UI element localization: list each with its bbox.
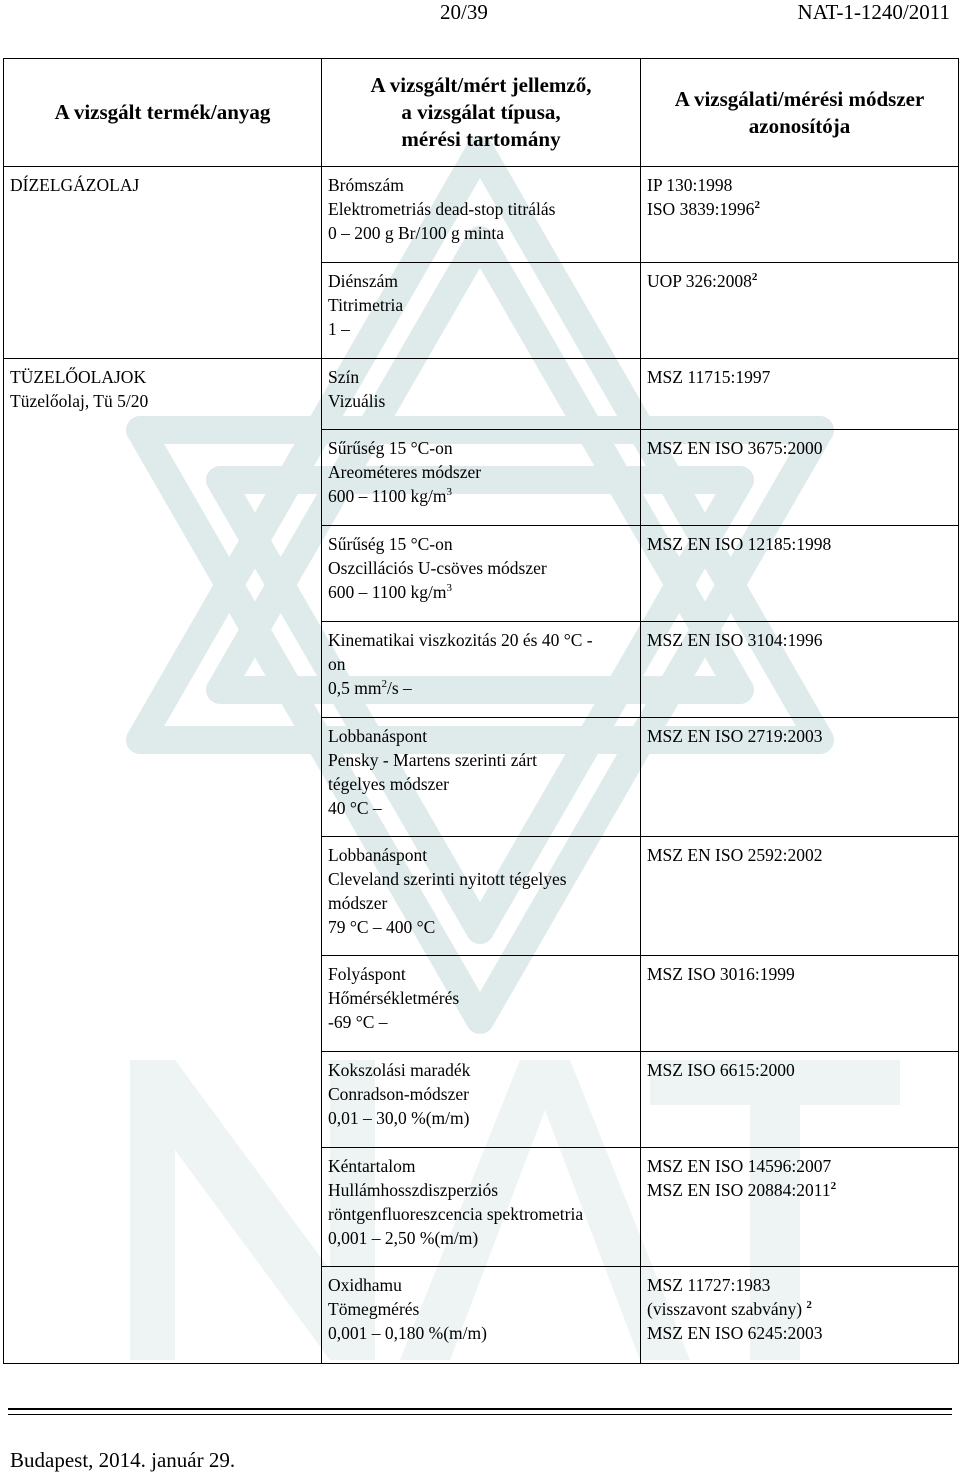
- product-cell: [4, 622, 322, 718]
- product-cell: [4, 430, 322, 526]
- characteristic-cell: Kéntartalom Hullámhosszdiszperziós röntgenfluoreszcencia spektrometria 0,001 – 2,50 %(m/m): [322, 1148, 641, 1267]
- method-cell: MSZ EN ISO 3104:1996: [641, 622, 959, 718]
- method-cell: MSZ EN ISO 3675:2000: [641, 430, 959, 526]
- footer-rule-thin: [8, 1414, 952, 1415]
- footer-place-date: Budapest, 2014. január 29.: [10, 1448, 236, 1472]
- product-cell: DÍZELGÁZOLAJ: [4, 167, 322, 263]
- document-id: NAT-1-1240/2011: [797, 0, 950, 24]
- page-number: 20/39: [440, 0, 488, 24]
- table-row: [4, 1267, 959, 1364]
- characteristic-cell: Lobbanáspont Cleveland szerinti nyitott tégelyes módszer 79 °C – 400 °C: [322, 837, 641, 956]
- table-row: [4, 1052, 959, 1148]
- table-row: [4, 167, 959, 263]
- table-row: [4, 718, 959, 837]
- table-row: [4, 359, 959, 430]
- product-cell: [4, 526, 322, 622]
- method-cell: MSZ EN ISO 2719:2003: [641, 718, 959, 837]
- table-row: [4, 956, 959, 1052]
- header-method: A vizsgálati/mérési módszer azonosítója: [641, 59, 959, 167]
- characteristic-cell: Sűrűség 15 °C-on Areométeres módszer 600 – 1100 $kg/m^3$: [322, 430, 641, 526]
- method-cell: MSZ EN ISO 2592:2002: [641, 837, 959, 956]
- header-product: A vizsgált termék/anyag: [4, 59, 322, 167]
- method-cell: MSZ 11715:1997: [641, 359, 959, 430]
- accreditation-table: [3, 58, 959, 1364]
- footer-rule: [8, 1408, 952, 1410]
- header-characteristic: A vizsgált/mért jellemző, a vizsgálat típusa, mérési tartomány: [322, 59, 641, 167]
- product-cell: [4, 1052, 322, 1148]
- method-cell: IP 130:1998 ISO 3839:1996$^2$: [641, 167, 959, 263]
- characteristic-cell: Kokszolási maradék Conradson-módszer 0,01 – 30,0 %(m/m): [322, 1052, 641, 1148]
- method-cell: MSZ EN ISO 12185:1998: [641, 526, 959, 622]
- product-cell: [4, 956, 322, 1052]
- product-cell: [4, 1267, 322, 1364]
- method-cell: MSZ ISO 6615:2000: [641, 1052, 959, 1148]
- table-row: [4, 837, 959, 956]
- method-cell: MSZ ISO 3016:1999: [641, 956, 959, 1052]
- characteristic-cell: Brómszám Elektrometriás dead-stop titrálás 0 – 200 g Br/100 g minta: [322, 167, 641, 263]
- table-row: [4, 430, 959, 526]
- table-row: [4, 263, 959, 359]
- product-cell: [4, 837, 322, 956]
- method-cell: UOP 326:2008$^2$: [641, 263, 959, 359]
- characteristic-cell: Kinematikai viszkozitás 20 és 40 °C - on 0,5 $mm^2/s$ –: [322, 622, 641, 718]
- product-cell: [4, 263, 322, 359]
- characteristic-cell: Oxidhamu Tömegmérés 0,001 – 0,180 %(m/m): [322, 1267, 641, 1364]
- method-cell: MSZ EN ISO 14596:2007 MSZ EN ISO 20884:2011$^2$: [641, 1148, 959, 1267]
- characteristic-cell: Folyáspont Hőmérsékletmérés -69 °C –: [322, 956, 641, 1052]
- product-cell: [4, 1148, 322, 1267]
- characteristic-cell: Szín Vizuális: [322, 359, 641, 430]
- characteristic-cell: Lobbanáspont Pensky - Martens szerinti zárt tégelyes módszer 40 °C –: [322, 718, 641, 837]
- product-cell: TÜZELŐOLAJOK Tüzelőolaj, Tü 5/20: [4, 359, 322, 430]
- table-row: [4, 526, 959, 622]
- table-row: [4, 622, 959, 718]
- product-cell: [4, 718, 322, 837]
- method-cell: MSZ 11727:1983 (visszavont szabvány) $^2$ MSZ EN ISO 6245:2003: [641, 1267, 959, 1364]
- characteristic-cell: Sűrűség 15 °C-on Oszcillációs U-csöves módszer 600 – 1100 $kg/m^3$: [322, 526, 641, 622]
- table-header-row: [4, 59, 959, 167]
- table-row: [4, 1148, 959, 1267]
- characteristic-cell: Diénszám Titrimetria 1 –: [322, 263, 641, 359]
